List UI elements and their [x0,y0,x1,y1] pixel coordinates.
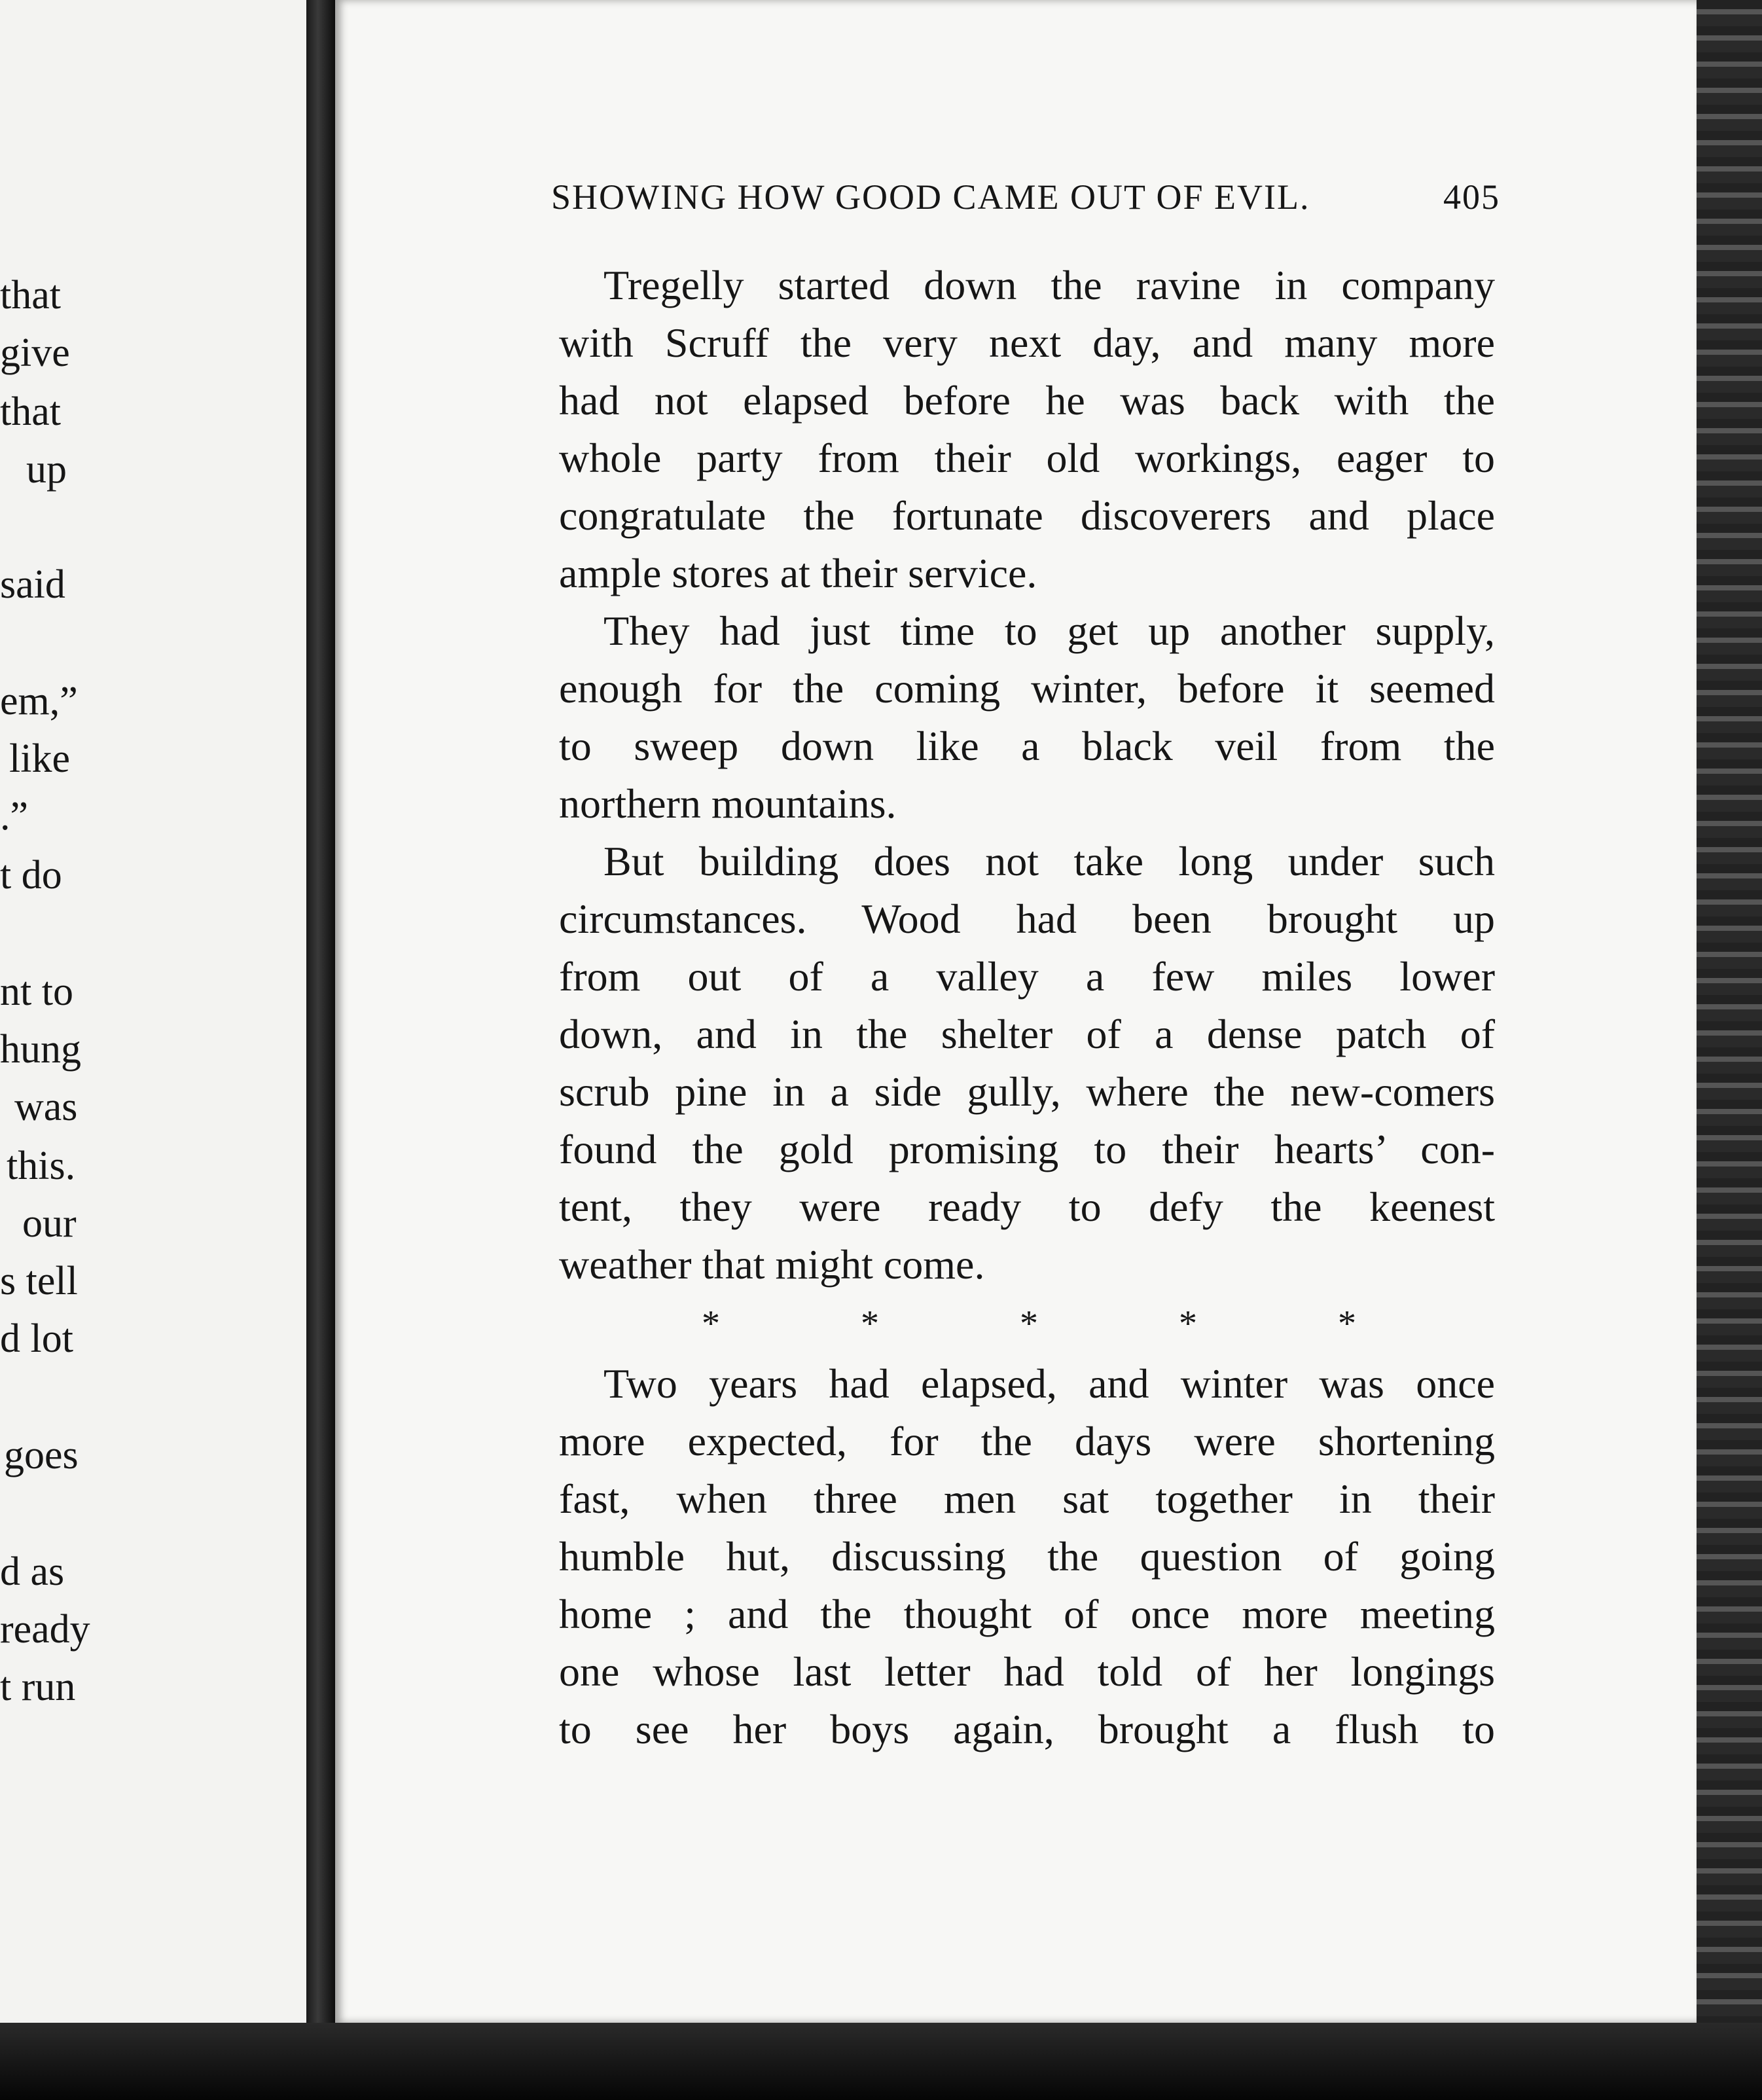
text-line: But building does not take long under such [603,838,1495,884]
left-line: said [0,562,65,607]
text-line: weather that might come. [559,1241,985,1288]
page-number: 405 [1443,177,1500,217]
left-line: ready [0,1607,90,1652]
left-line: t run [0,1665,76,1709]
asterisk: * [1179,1303,1197,1344]
left-line: goes [4,1433,79,1477]
text-line: had not elapsed before he was back with the [559,377,1495,424]
text-line: found the gold promising to their hearts’ con- [559,1126,1495,1172]
text-line: enough for the coming winter, before it seemed [559,665,1495,712]
text-line: to see her boys again, brought a flush to [559,1706,1495,1752]
text-line: tent, they were ready to defy the keenest [559,1184,1495,1230]
text-line: down, and in the shelter of a dense patch of [559,1011,1495,1057]
left-line: this. [7,1144,76,1188]
right-page [335,0,1697,2023]
text-line: to sweep down like a black veil from the [559,723,1495,769]
text-line: fast, when three men sat together in their [559,1475,1495,1522]
text-line: home ; and the thought of once more meeting [559,1591,1495,1637]
text-line: more expected, for the days were shortening [559,1418,1495,1464]
left-line: d lot [0,1316,73,1361]
left-line: t do [0,853,62,897]
text-line: from out of a valley a few miles lower [559,953,1495,1000]
left-line: em,” [0,679,78,723]
left-line: up [26,447,67,492]
left-line: give [0,331,70,375]
text-line: with Scruff the very next day, and many more [559,319,1495,366]
text-line: They had just time to get up another supply, [603,607,1495,654]
running-title: SHOWING HOW GOOD CAME OUT OF EVIL. [551,177,1310,217]
running-header [551,177,1500,217]
left-line: that [0,273,61,317]
text-line: ample stores at their service. [559,550,1037,596]
asterisk: * [1338,1303,1356,1344]
asterisk: * [861,1303,879,1344]
text-line: whole party from their old workings, eager to [559,435,1495,481]
left-line: s tell [0,1259,78,1303]
scan-bottom-edge [0,2023,1762,2100]
text-line: circumstances. Wood had been brought up [559,896,1495,942]
text-line: humble hut, discussing the question of going [559,1533,1495,1580]
asterisk: * [702,1303,720,1344]
asterisk: * [1020,1303,1038,1344]
text-line: Two years had elapsed, and winter was once [603,1360,1495,1407]
book-gutter [306,0,335,2100]
text-line: congratulate the fortunate discoverers and place [559,492,1495,539]
left-line: our [22,1201,77,1246]
left-line: nt to [0,969,73,1014]
text-line: Tregelly started down the ravine in company [603,262,1495,308]
left-line: hung [0,1027,81,1072]
left-line: .” [0,794,29,839]
left-line: that [0,389,61,434]
left-line: like [9,736,70,781]
text-line: northern mountains. [559,780,897,827]
book-edge [1697,0,1762,2100]
text-line: one whose last letter had told of her longings [559,1648,1495,1695]
left-line: was [14,1085,78,1129]
text-line: scrub pine in a side gully, where the new-comers [559,1068,1495,1115]
left-page-fragment [0,0,306,2036]
section-break [702,1303,1356,1345]
left-line: d as [0,1549,65,1594]
